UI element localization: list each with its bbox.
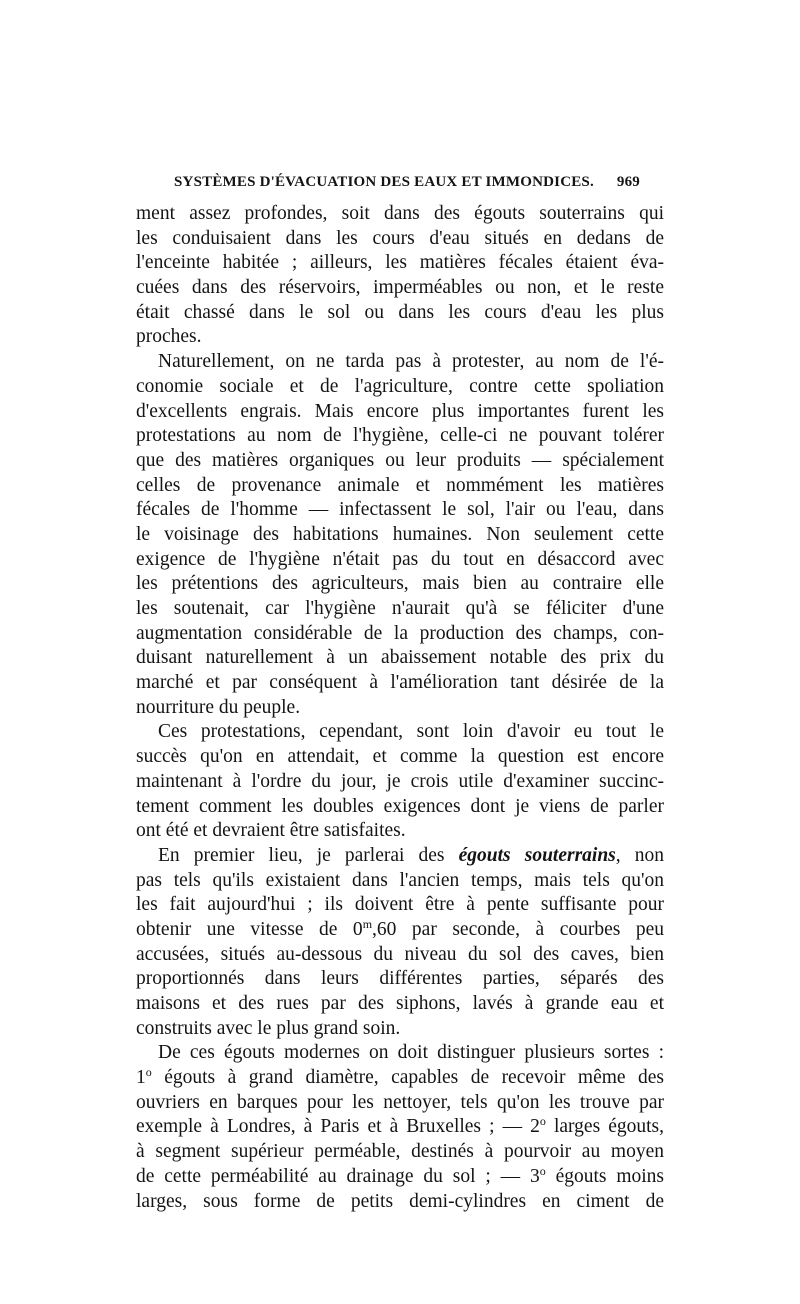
text-line: proportionnés dans leurs différentes parties, séparés des — [136, 968, 664, 990]
text-line: fécales de l'homme — infectassent le sol, l'air ou l'eau, dans — [136, 499, 664, 521]
text-line: ouvriers en barques pour les nettoyer, tels qu'on les trouve par — [136, 1091, 664, 1113]
text-line: était chassé dans le sol ou dans les cours d'eau les plus — [136, 301, 664, 323]
text-line: De ces égouts modernes on doit distinguer plusieurs sortes : — [158, 1042, 664, 1064]
text-line: duisant naturellement à un abaissement notable des prix du — [136, 647, 664, 669]
text-line: d'excellents engrais. Mais encore plus importantes furent les — [136, 400, 664, 422]
text-line: En premier lieu, je parlerai des égouts souterrains, non — [158, 844, 665, 866]
text-line: nourriture du peuple. — [136, 696, 301, 718]
text-line: maisons et des rues par des siphons, lavés à grande eau et — [136, 993, 664, 1014]
text-line: accusées, situés au-dessous du niveau du sol des caves, bien — [136, 943, 664, 965]
italic-term: égouts souterrains — [458, 844, 616, 866]
page-number: 969 — [616, 174, 640, 190]
running-head: SYSTÈMES D'ÉVACUATION DES EAUX ET IMMONDICES. — [174, 174, 594, 190]
text-line: conomie sociale et de l'agriculture, contre cette spoliation — [136, 375, 664, 397]
text-line: construits avec le plus grand soin. — [136, 1017, 401, 1039]
text-line: exemple à Londres, à Paris et à Bruxelles ; — 2$^o$ larges égouts, — [136, 1114, 665, 1138]
text-line: augmentation considérable de la production des champs, con- — [136, 622, 664, 644]
text-line: le voisinage des habitations humaines. Non seulement cette — [136, 523, 664, 545]
text-line: les fait aujourd'hui ; ils doivent être à pente suffisante pour — [136, 894, 664, 916]
paragraph-4 — [136, 844, 664, 1042]
body-text — [136, 202, 664, 1214]
text-line: cuées dans des réservoirs, imperméables ou non, et le reste — [136, 277, 664, 299]
text-line: les conduisaient dans les cours d'eau situés en dedans de — [136, 227, 664, 249]
ordinal-marker: o — [539, 1163, 546, 1178]
text-line: celles de provenance animale et nommément les matières — [136, 474, 664, 496]
text-line: l'enceinte habitée ; ailleurs, les matières fécales étaient éva- — [136, 252, 664, 274]
text-line: 1$^o$ égouts à grand diamètre, capables de recevoir même des — [136, 1065, 664, 1089]
text-line: marché et par conséquent à l'amélioration tant désirée de la — [136, 672, 664, 694]
page-header — [174, 174, 640, 198]
text-line: ment assez profondes, soit dans des égouts souterrains qui — [136, 203, 664, 224]
paragraph-2 — [136, 350, 664, 720]
text-line: de cette perméabilité au drainage du sol ; — 3$^o$ égouts moins — [136, 1163, 664, 1187]
text-line: succès qu'on en attendait, et comme la question est encore — [136, 746, 664, 768]
paragraph-5 — [136, 1041, 664, 1214]
text-line: exigence de l'hygiène n'était pas du tout en désaccord avec — [136, 548, 664, 570]
ordinal-marker: o — [145, 1065, 152, 1080]
text-line: maintenant à l'ordre du jour, je crois utile d'examiner succinc- — [136, 770, 664, 792]
text-line: proches. — [136, 326, 202, 348]
text-line: à segment supérieur perméable, destinés à pourvoir au moyen — [136, 1141, 664, 1163]
text-line: obtenir une vitesse de 0$^m$,60 par seconde, à courbes peu — [136, 916, 665, 940]
text-line: Ces protestations, cependant, sont loin d'avoir eu tout le — [158, 721, 664, 743]
paragraph-1 — [136, 202, 664, 350]
text-line: ont été et devraient être satisfaites. — [136, 820, 406, 842]
text-line: pas tels qu'ils existaient dans l'ancien temps, mais tels qu'on — [136, 869, 664, 891]
text-line: que des matières organiques ou leur produits — spécialement — [136, 449, 664, 471]
text-line: tement comment les doubles exigences dont je viens de parler — [136, 795, 664, 817]
text-line: les prétentions des agriculteurs, mais bien au contraire elle — [136, 573, 664, 595]
text-line: Naturellement, on ne tarda pas à protester, au nom de l'é- — [158, 351, 664, 373]
superscript-unit: m — [362, 916, 373, 931]
text-line: protestations au nom de l'hygiène, celle-ci ne pouvant tolérer — [136, 425, 664, 447]
paragraph-3 — [136, 720, 664, 843]
text-line: les soutenait, car l'hygiène n'aurait qu'à se féliciter d'une — [136, 598, 664, 619]
text-line: larges, sous forme de petits demi-cylindres en ciment de — [136, 1190, 664, 1212]
ordinal-marker: o — [539, 1114, 546, 1129]
